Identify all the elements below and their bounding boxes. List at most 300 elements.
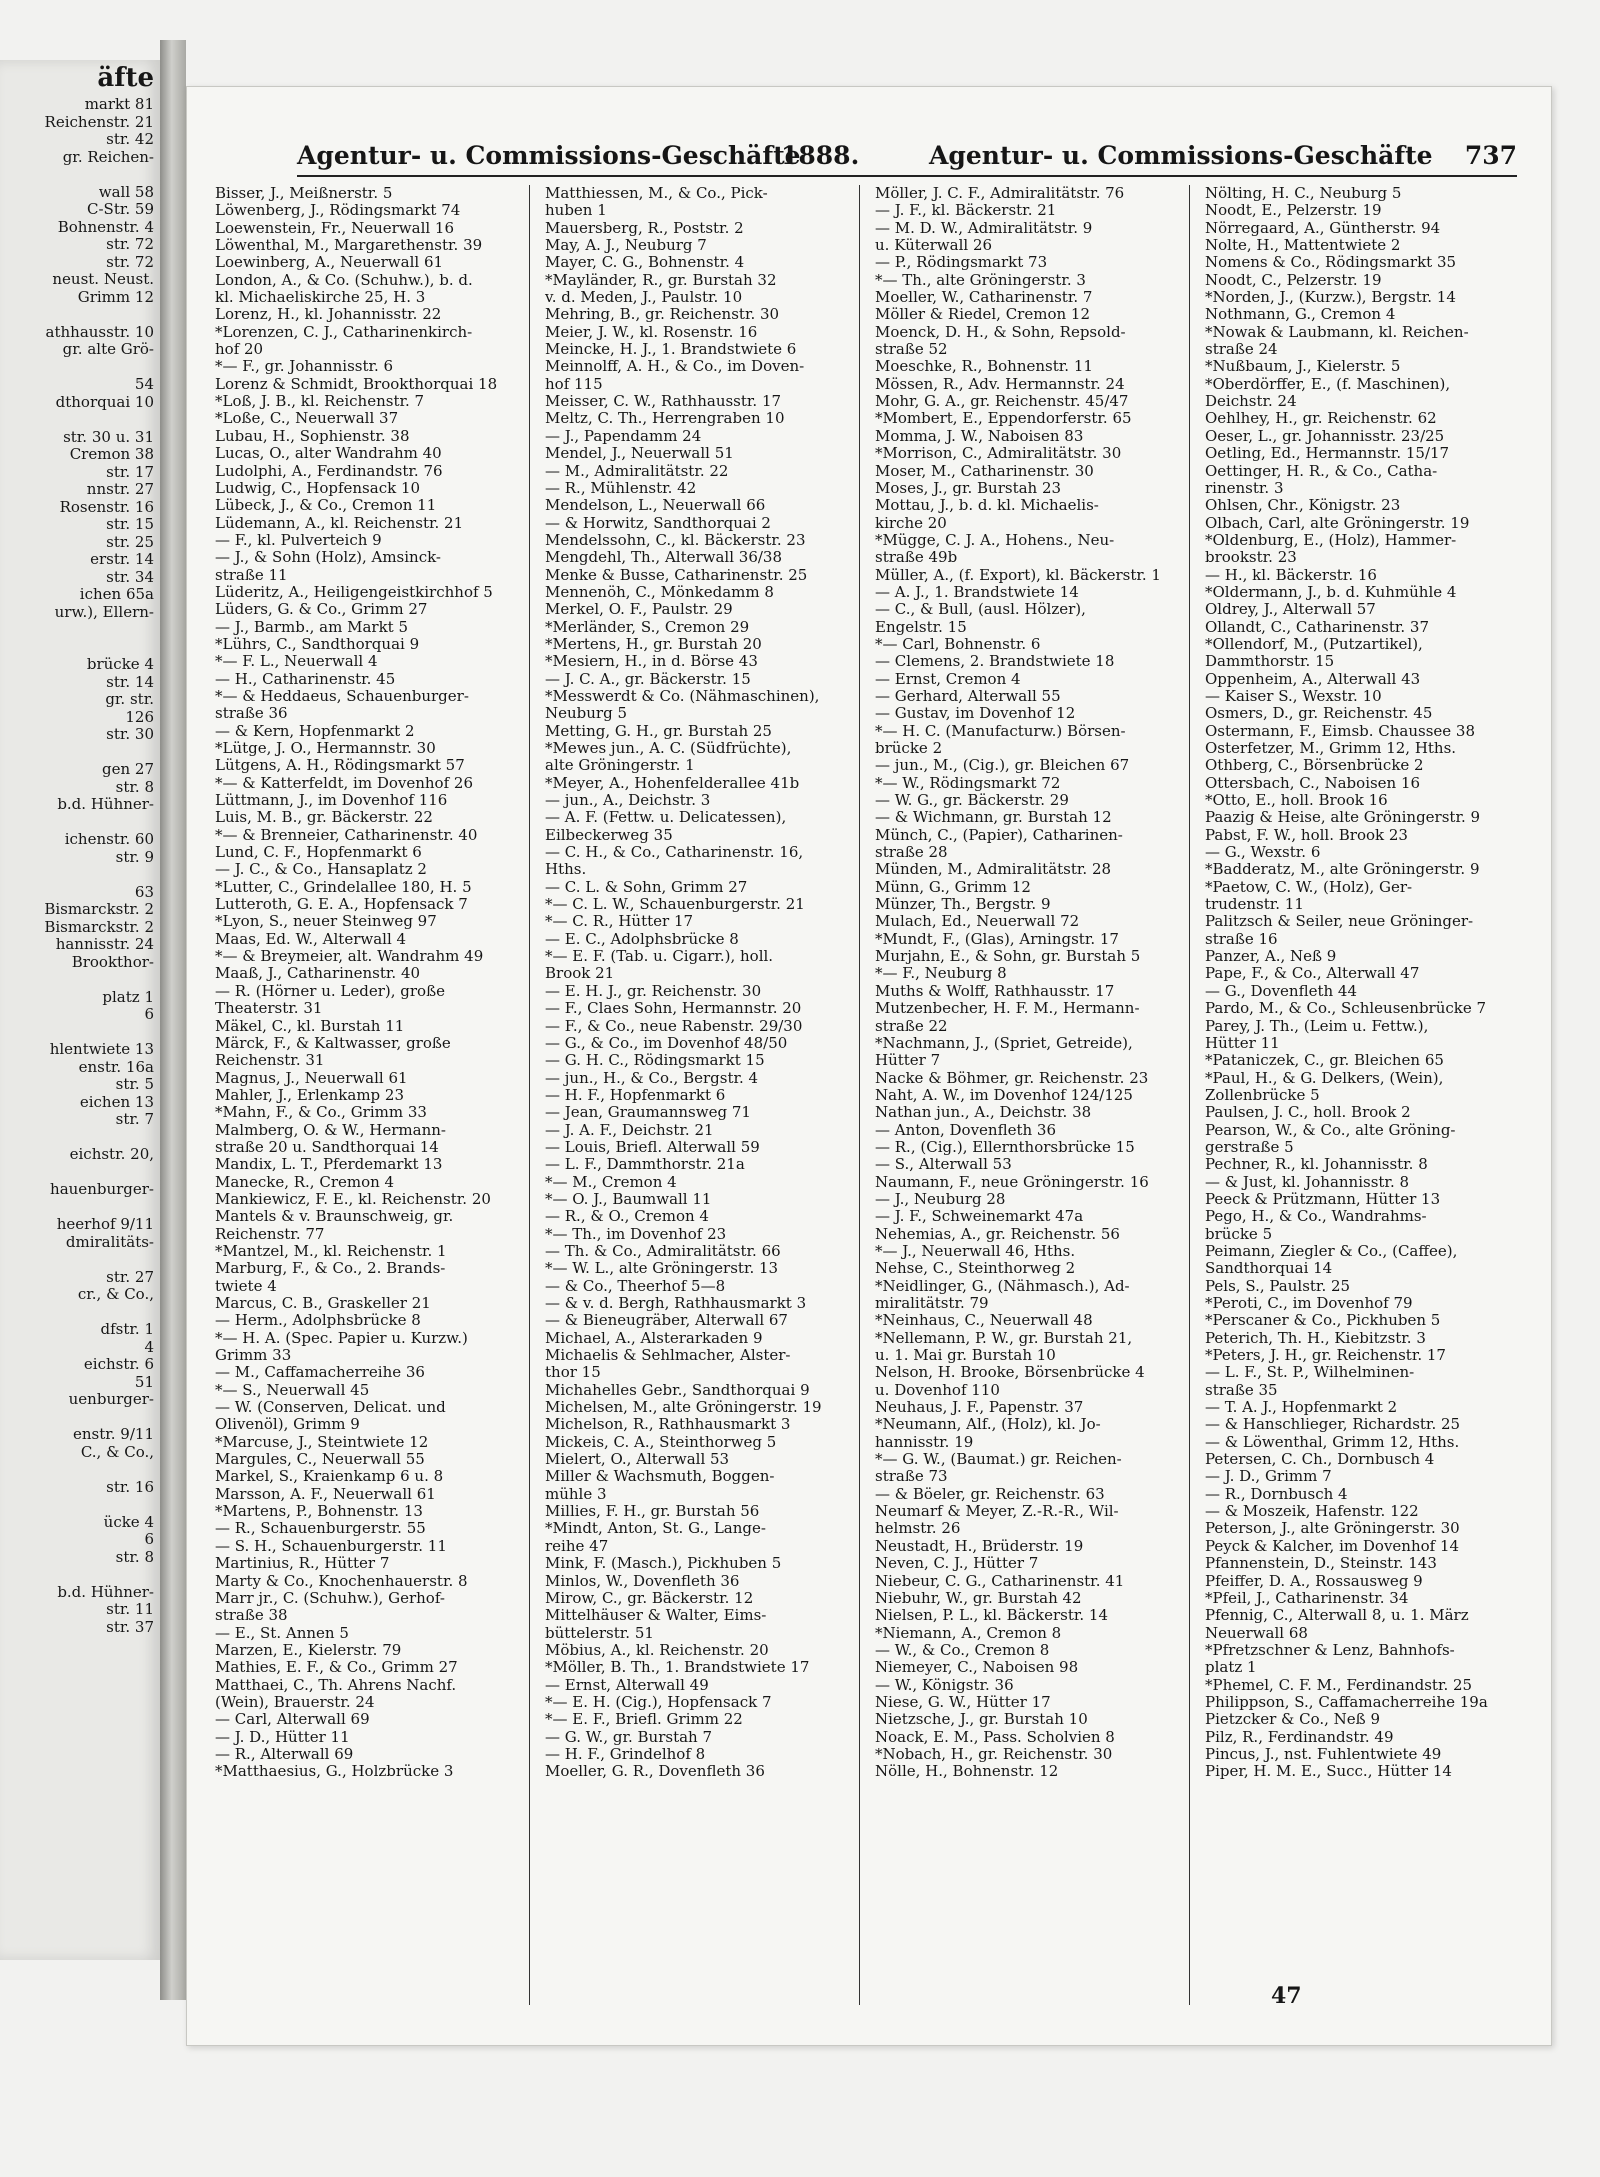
directory-entry-line: Moeller, W., Catharinenstr. 7 [875, 289, 1093, 307]
directory-entry-line: miralitätstr. 79 [875, 1295, 989, 1312]
directory-entry-line: *— E. F. (Tab. u. Cigarr.), holl. [545, 948, 774, 966]
directory-entry-line: Moeschke, R., Bohnenstr. 11 [875, 358, 1093, 376]
directory-entry-line: straße 20 u. Sandthorquai 14 [215, 1138, 439, 1156]
directory-entry-line: kl. Michaeliskirche 25, H. 3 [215, 289, 426, 307]
left-page-title: äfte [97, 63, 154, 93]
left-page-line: str. 5 [115, 1075, 154, 1093]
directory-entry-line: Lorenz & Schmidt, Brookthorquai 18 [215, 375, 498, 393]
directory-entry-line: straße 22 [875, 1017, 948, 1035]
directory-entry-line: *— & Heddaeus, Schauenburger- [215, 687, 469, 705]
left-page-line [0, 166, 160, 184]
directory-entry-line: — E., St. Annen 5 [215, 1624, 349, 1642]
directory-entry-line: alte Gröningerstr. 1 [545, 757, 695, 775]
directory-entry-line: Hütter 11 [1205, 1034, 1280, 1052]
directory-entry-line: Oldrey, J., Alterwall 57 [1205, 601, 1376, 619]
directory-entry-line: *Marcuse, J., Steintwiete 12 [215, 1433, 429, 1451]
directory-entry-line: *Pataniczek, C., gr. Bleichen 65 [1205, 1052, 1444, 1070]
left-page-line: Grimm 12 [77, 287, 154, 306]
directory-entry-line: Nehemias, A., gr. Reichenstr. 56 [875, 1225, 1120, 1243]
directory-entry-line: Lübeck, J., & Co., Cremon 11 [215, 497, 437, 515]
left-page-line [0, 639, 160, 657]
left-page-line: athhausstr. 10 [45, 322, 154, 341]
directory-entry-line: — J. F., Schweinemarkt 47a [875, 1208, 1084, 1226]
directory-entry-line: — jun., A., Deichstr. 3 [545, 792, 711, 810]
directory-entry-line: — J., Barmb., am Markt 5 [215, 618, 409, 636]
directory-entry-line: Michael, A., Alsterarkaden 9 [545, 1329, 763, 1347]
directory-entry-line: Pfannenstein, D., Steinstr. 143 [1205, 1555, 1437, 1573]
left-page-line: erstr. 14 [90, 550, 154, 568]
directory-entry-line: Meincke, H. J., 1. Brandstwiete 6 [545, 341, 797, 359]
directory-entry-line: Mantels & v. Braunschweig, gr. [215, 1208, 454, 1226]
directory-entry-line: Theaterstr. 31 [215, 1000, 323, 1018]
directory-entry-line: Mössen, R., Adv. Hermannstr. 24 [875, 375, 1125, 393]
left-page-line: ichen 65a [79, 585, 154, 603]
directory-entry-line: Merkel, O. F., Paulstr. 29 [545, 601, 733, 619]
left-page-line: str. 7 [115, 1110, 154, 1128]
directory-entry-line: Mink, F. (Masch.), Pickhuben 5 [545, 1555, 782, 1573]
directory-entry-line: Mandix, L. T., Pferdemarkt 13 [215, 1156, 443, 1174]
directory-entry-line: *Mantzel, M., kl. Reichenstr. 1 [215, 1242, 447, 1260]
directory-entry-line: *Merländer, S., Cremon 29 [545, 618, 750, 636]
directory-entry-line: — & Co., Theerhof 5—8 [545, 1277, 726, 1295]
directory-entry-line: Lund, C. F., Hopfenmarkt 6 [215, 844, 422, 862]
left-page-line: ichenstr. 60 [64, 830, 154, 848]
directory-entry-line: Michahelles Gebr., Sandthorquai 9 [545, 1381, 810, 1399]
listing-column-1 [211, 185, 530, 2005]
directory-entry-line: — S., Alterwall 53 [875, 1156, 1012, 1174]
directory-entry-line: — & Moszeik, Hafenstr. 122 [1205, 1503, 1419, 1521]
directory-entry-line: Lutteroth, G. E. A., Hopfensack 7 [215, 896, 468, 914]
directory-entry-line: mühle 3 [545, 1485, 607, 1503]
directory-entry-line: Marcus, C. B., Graskeller 21 [215, 1295, 431, 1312]
directory-entry-line: Moser, M., Catharinenstr. 30 [875, 462, 1094, 480]
directory-entry-line: Lüderitz, A., Heiligengeistkirchhof 5 [215, 583, 493, 601]
directory-entry-line: — F., & Co., neue Rabenstr. 29/30 [545, 1017, 803, 1035]
directory-entry-line: Pego, H., & Co., Wandrahms- [1205, 1208, 1427, 1226]
directory-entry-line: *Lyon, S., neuer Steinweg 97 [215, 913, 437, 931]
directory-entry-line: Ludolphi, A., Ferdinandstr. 76 [215, 462, 443, 480]
directory-entry-line: *Meyer, A., Hohenfelderallee 41b [545, 774, 800, 792]
directory-entry-line: Möller, J. C. F., Admiralitätstr. 76 [875, 185, 1125, 202]
left-page-line: C., & Co., [80, 1442, 154, 1461]
directory-entry-line: Lütgens, A. H., Rödingsmarkt 57 [215, 757, 465, 775]
header-left-title: Agentur- u. Commissions-Geschäfte [297, 141, 801, 170]
left-page-line: hauenburger- [50, 1180, 154, 1198]
directory-entry-line: *Mombert, E., Eppendorferstr. 65 [875, 410, 1132, 428]
directory-entry-line: thor 15 [545, 1364, 601, 1382]
directory-entry-line: Pilz, R., Ferdinandstr. 49 [1205, 1728, 1394, 1746]
left-page-line: str. 8 [115, 1547, 154, 1566]
left-page-line: str. 17 [106, 462, 154, 481]
directory-entry-line: *— Carl, Bohnenstr. 6 [875, 635, 1041, 653]
directory-entry-line: *Oldenburg, E., (Holz), Hammer- [1205, 531, 1457, 549]
directory-entry-line: — J. C., & Co., Hansaplatz 2 [215, 861, 427, 879]
directory-entry-line: Niebeur, C. G., Catharinenstr. 41 [875, 1572, 1125, 1590]
left-page-line [0, 621, 160, 639]
directory-entry-line: Lüttmann, J., im Dovenhof 116 [215, 792, 448, 810]
directory-entry-line: Mulach, Ed., Neuerwall 72 [875, 913, 1080, 931]
directory-entry-line: *Peters, J. H., gr. Reichenstr. 17 [1205, 1347, 1446, 1365]
directory-entry-line: Murjahn, E., & Sohn, gr. Burstah 5 [875, 948, 1141, 966]
directory-entry-line: Oeser, L., gr. Johannisstr. 23/25 [1205, 427, 1445, 445]
directory-entry-line: Mankiewicz, F. E., kl. Reichenstr. 20 [215, 1190, 491, 1208]
directory-entry-line: Nomens & Co., Rödingsmarkt 35 [1205, 254, 1457, 272]
directory-entry-line: — F., kl. Pulverteich 9 [215, 531, 382, 549]
left-page-line [0, 306, 160, 324]
directory-entry-line: — W., & Co., Cremon 8 [875, 1641, 1050, 1659]
directory-entry-line: — & Kern, Hopfenmarkt 2 [215, 722, 415, 740]
directory-entry-line: u. Küterwall 26 [875, 237, 993, 255]
directory-entry-line: *— G. W., (Baumat.) gr. Reichen- [875, 1451, 1122, 1469]
directory-entry-line: *Ollendorf, M., (Putzartikel), [1205, 635, 1423, 653]
directory-entry-line: — Jean, Graumannsweg 71 [545, 1104, 751, 1122]
directory-entry-line: Oppenheim, A., Alterwall 43 [1205, 670, 1421, 688]
directory-entry-line: Petersen, C. Ch., Dornbusch 4 [1205, 1451, 1435, 1469]
directory-entry-line: Münn, G., Grimm 12 [875, 878, 1031, 896]
directory-entry-line: — R., Schauenburgerstr. 55 [215, 1520, 426, 1538]
directory-entry-line: Marzen, E., Kielerstr. 79 [215, 1641, 402, 1659]
directory-entry-line: — W. G., gr. Bäckerstr. 29 [875, 792, 1069, 810]
directory-entry-line: Markel, S., Kraienkamp 6 u. 8 [215, 1468, 444, 1486]
directory-entry-line: Miller & Wachsmuth, Boggen- [545, 1468, 775, 1486]
left-page-line: urw.), Ellern- [54, 602, 154, 621]
directory-entry-line: Neven, C. J., Hütter 7 [875, 1555, 1039, 1573]
left-page-line: dfstr. 1 [100, 1320, 154, 1338]
left-page-line [0, 866, 160, 884]
directory-entry-line: Noodt, C., Pelzerstr. 19 [1205, 271, 1382, 289]
directory-entry-line: Peterson, J., alte Gröningerstr. 30 [1205, 1520, 1460, 1538]
directory-entry-line: Möller & Riedel, Cremon 12 [875, 306, 1090, 324]
directory-entry-line: *Oldermann, J., b. d. Kuhmühle 4 [1205, 583, 1457, 601]
directory-entry-line: Maas, Ed. W., Alterwall 4 [215, 930, 407, 948]
left-page-line: str. 16 [106, 1477, 154, 1496]
directory-entry-line: *— F. L., Neuerwall 4 [215, 653, 378, 671]
left-page-line: str. 30 u. 31 [63, 427, 154, 446]
directory-entry-line: Mehring, B., gr. Reichenstr. 30 [545, 306, 780, 324]
directory-entry-line: Pardo, M., & Co., Schleusenbrücke 7 [1205, 1000, 1487, 1018]
left-page-line: dthorquai 10 [55, 392, 154, 411]
directory-entry-line: *Mundt, F., (Glas), Arningstr. 17 [875, 930, 1119, 948]
directory-entry-line: Osterfetzer, M., Grimm 12, Hths. [1205, 740, 1457, 757]
directory-entry-line: Nörregaard, A., Güntherstr. 94 [1205, 219, 1441, 237]
directory-entry-line: *Peroti, C., im Dovenhof 79 [1205, 1295, 1413, 1312]
directory-entry-line: Ohlsen, Chr., Königstr. 23 [1205, 497, 1401, 515]
directory-entry-line: Zollenbrücke 5 [1205, 1086, 1320, 1104]
directory-entry-line: *— Th., alte Gröningerstr. 3 [875, 271, 1086, 289]
directory-entry-line: Neuerwall 68 [1205, 1624, 1308, 1642]
left-page-line: 54 [134, 375, 154, 393]
left-page-line [0, 1566, 160, 1584]
directory-entry-line: — M. D. W., Admiralitätstr. 9 [875, 219, 1093, 237]
directory-entry-line: *Mewes jun., A. C. (Südfrüchte), [545, 740, 792, 757]
left-page-line: enstr. 9/11 [72, 1425, 154, 1443]
left-page-line: cr., & Co., [77, 1285, 154, 1303]
directory-entry-line: Peterich, Th. H., Kiebitzstr. 3 [1205, 1329, 1426, 1347]
directory-entry-line: straße 28 [875, 844, 948, 862]
directory-entry-line: — G. W., gr. Burstah 7 [545, 1728, 713, 1746]
directory-entry-line: Pechner, R., kl. Johannisstr. 8 [1205, 1156, 1428, 1174]
directory-entry-line: Loewenstein, Fr., Neuerwall 16 [215, 219, 455, 237]
directory-entry-line: *— & Brenneier, Catharinenstr. 40 [215, 826, 478, 844]
left-page-line: markt 81 [84, 95, 154, 113]
directory-entry-line: — J. C. A., gr. Bäckerstr. 15 [545, 670, 751, 688]
directory-entry-line: Pietzcker & Co., Neß 9 [1205, 1711, 1381, 1729]
directory-entry-line: Peeck & Prützmann, Hütter 13 [1205, 1190, 1441, 1208]
directory-entry-line: v. d. Meden, J., Paulstr. 10 [545, 289, 743, 307]
directory-entry-line: Margules, C., Neuerwall 55 [215, 1451, 425, 1469]
directory-entry-line: — H. F., Grindelhof 8 [545, 1745, 706, 1763]
directory-entry-line: — & Hanschlieger, Richardstr. 25 [1205, 1416, 1461, 1434]
directory-entry-line: *Nowak & Laubmann, kl. Reichen- [1205, 323, 1469, 341]
left-page-line: b.d. Hühner- [57, 795, 154, 813]
directory-entry-line: *— W. L., alte Gröningerstr. 13 [545, 1260, 779, 1278]
directory-entry-line: Osmers, D., gr. Reichenstr. 45 [1205, 705, 1433, 723]
directory-entry-line: *Lorenzen, C. J., Catharinenkirch- [215, 323, 473, 341]
left-page-line: str. 42 [106, 130, 154, 148]
directory-entry-line: straße 16 [1205, 930, 1278, 948]
directory-entry-line: Olbach, Carl, alte Gröningerstr. 19 [1205, 514, 1470, 532]
directory-entry-line: *— E. H. (Cig.), Hopfensack 7 [545, 1693, 772, 1711]
directory-entry-line: Michelsen, M., alte Gröningerstr. 19 [545, 1399, 822, 1417]
directory-entry-line: brücke 2 [875, 740, 943, 757]
directory-entry-line: — R., Mühlenstr. 42 [545, 479, 697, 497]
directory-entry-line: Michelson, R., Rathhausmarkt 3 [545, 1416, 791, 1434]
directory-entry-line: Mielert, O., Alterwall 53 [545, 1451, 730, 1469]
directory-entry-line: Marty & Co., Knochenhauerstr. 8 [215, 1572, 468, 1590]
directory-entry-line: Oehlhey, H., gr. Reichenstr. 62 [1205, 410, 1437, 428]
directory-entry-line: Marr jr., C. (Schuhw.), Gerhof- [215, 1589, 445, 1607]
left-page-line: hlentwiete 13 [49, 1040, 154, 1058]
listing-column-3 [871, 185, 1190, 2005]
left-page-line: 51 [134, 1372, 154, 1391]
directory-entry-line: Deichstr. 24 [1205, 393, 1297, 411]
directory-entry-line: Ostermann, F., Eimsb. Chaussee 38 [1205, 722, 1476, 740]
directory-entry-line: Mittelhäuser & Walter, Eims- [545, 1607, 767, 1625]
directory-entry-line: — T. A. J., Hopfenmarkt 2 [1205, 1399, 1398, 1417]
directory-entry-line: — R., Dornbusch 4 [1205, 1485, 1348, 1503]
directory-entry-line: *Möller, B. Th., 1. Brandstwiete 17 [545, 1659, 810, 1677]
directory-entry-line: Martinius, R., Hütter 7 [215, 1555, 390, 1573]
directory-entry-line: Ollandt, C., Catharinenstr. 37 [1205, 618, 1429, 636]
left-page-line: brücke 4 [86, 655, 154, 673]
directory-entry-line: Pearson, W., & Co., alte Gröning- [1205, 1121, 1456, 1139]
directory-entry-line: twiete 4 [215, 1277, 277, 1295]
directory-entry-line: Nölle, H., Bohnenstr. 12 [875, 1763, 1059, 1781]
directory-entry-line: — J., Papendamm 24 [545, 427, 702, 445]
directory-entry-line: — & Böeler, gr. Reichenstr. 63 [875, 1485, 1105, 1503]
directory-entry-line: hof 20 [215, 341, 264, 359]
directory-entry-line: — J., Neuburg 28 [875, 1190, 1006, 1208]
directory-entry-line: — Gerhard, Alterwall 55 [875, 687, 1061, 705]
directory-entry-line: — J. D., Grimm 7 [1205, 1468, 1332, 1486]
directory-entry-line: platz 1 [1205, 1659, 1257, 1677]
directory-entry-line: — R., Alterwall 69 [215, 1745, 354, 1763]
left-page-line: str. 15 [106, 515, 154, 533]
directory-entry-line: Pels, S., Paulstr. 25 [1205, 1277, 1351, 1295]
directory-entry-line: Meier, J. W., kl. Rosenstr. 16 [545, 323, 758, 341]
left-page-line [0, 1461, 160, 1479]
left-page-line: str. 25 [106, 532, 154, 551]
directory-entry-line: Matthiessen, M., & Co., Pick- [545, 185, 768, 202]
directory-entry-line: — Ernst, Cremon 4 [875, 670, 1021, 688]
directory-entry-line: *Norden, J., (Kurzw.), Bergstr. 14 [1205, 289, 1456, 307]
directory-entry-line: Neumarf & Meyer, Z.-R.-R., Wil- [875, 1503, 1119, 1521]
left-page-line: Rosenstr. 16 [59, 497, 154, 516]
directory-entry-line: — S. H., Schauenburgerstr. 11 [215, 1537, 447, 1555]
directory-entry-line: *Niemann, A., Cremon 8 [875, 1624, 1062, 1642]
directory-entry-line: *Morrison, C., Admiralitätstr. 30 [875, 445, 1122, 463]
directory-entry-line: — G., Dovenfleth 44 [1205, 982, 1358, 1000]
directory-entry-line: Mayer, C. G., Bohnenstr. 4 [545, 254, 745, 272]
directory-entry-line: Meisser, C. W., Rathhausstr. 17 [545, 393, 782, 411]
directory-entry-line: *Mahn, F., & Co., Grimm 33 [215, 1104, 427, 1122]
directory-entry-line: — A. F. (Fettw. u. Delicatessen), [545, 809, 787, 827]
directory-entry-line: Mäkel, C., kl. Burstah 11 [215, 1017, 405, 1035]
directory-entry-line: Mendelson, L., Neuerwall 66 [545, 497, 766, 515]
directory-entry-line: Pincus, J., nst. Fuhlentwiete 49 [1205, 1745, 1442, 1763]
left-page-line [0, 1164, 160, 1182]
directory-entry-line: Dammthorstr. 15 [1205, 653, 1335, 671]
directory-entry-line: Naumann, F., neue Gröningerstr. 16 [875, 1173, 1149, 1191]
directory-entry-line: Mengdehl, Th., Alterwall 36/38 [545, 549, 783, 567]
directory-entry-line: Neuburg 5 [545, 705, 628, 723]
directory-entry-line: — C. L. & Sohn, Grimm 27 [545, 878, 748, 896]
directory-entry-line: — J. F., kl. Bäckerstr. 21 [875, 202, 1057, 220]
directory-entry-line: Philippson, S., Caffamacherreihe 19a [1205, 1693, 1488, 1711]
left-page-line: Bismarckstr. 2 [44, 917, 154, 936]
directory-entry-line: straße 35 [1205, 1381, 1278, 1399]
left-page-line: str. 27 [106, 1267, 154, 1286]
book-spine [160, 40, 186, 2000]
directory-entry-line: Meinnolff, A. H., & Co., im Doven- [545, 358, 805, 376]
directory-entry-line: *— S., Neuerwall 45 [215, 1381, 370, 1399]
directory-entry-line: Niemeyer, C., Naboisen 98 [875, 1659, 1079, 1677]
directory-entry-line: — R. (Hörner u. Leder), große [215, 982, 445, 1000]
directory-entry-line: Mahler, J., Erlenkamp 23 [215, 1086, 405, 1104]
left-page-line: ücke 4 [103, 1512, 154, 1531]
directory-entry-line: Neustadt, H., Brüderstr. 19 [875, 1537, 1084, 1555]
directory-entry-line: Matthaei, C., Th. Ahrens Nachf. [215, 1676, 457, 1694]
directory-entry-line: — Ernst, Alterwall 49 [545, 1676, 709, 1694]
left-page-line: uenburger- [68, 1390, 154, 1408]
directory-entry-line: *Neumann, Alf., (Holz), kl. Jo- [875, 1416, 1101, 1434]
listing-column-2 [541, 185, 860, 2005]
left-page-line: 126 [125, 707, 154, 726]
directory-entry-line: — L. F., Dammthorstr. 21a [545, 1156, 745, 1174]
directory-entry-line: Niese, G. W., Hütter 17 [875, 1693, 1051, 1711]
directory-entry-line: — & Wichmann, gr. Burstah 12 [875, 809, 1112, 827]
directory-entry-line: Löwenthal, M., Margarethenstr. 39 [215, 237, 483, 255]
directory-entry-line: Münden, M., Admiralitätstr. 28 [875, 861, 1112, 879]
directory-entry-line: Palitzsch & Seiler, neue Gröninger- [1205, 913, 1474, 931]
directory-entry-line: Marburg, F., & Co., 2. Brands- [215, 1260, 446, 1278]
directory-entry-line: — R., & O., Cremon 4 [545, 1208, 709, 1226]
directory-entry-line: Müller, A., (f. Export), kl. Bäckerstr. 1 [875, 566, 1161, 584]
directory-entry-line: brücke 5 [1205, 1225, 1273, 1243]
left-page-line: hannisstr. 24 [55, 935, 154, 953]
directory-entry-line: Nielsen, P. L., kl. Bäckerstr. 14 [875, 1607, 1109, 1625]
left-page-line [0, 1129, 160, 1147]
directory-entry-line: gerstraße 5 [1205, 1138, 1294, 1156]
directory-entry-line: Mottau, J., b. d. kl. Michaelis- [875, 497, 1099, 515]
directory-entry-line: — H., Catharinenstr. 45 [215, 670, 396, 688]
left-page-line: nnstr. 27 [86, 480, 154, 498]
left-page-line: gen 27 [102, 760, 154, 778]
directory-entry-line: Moeller, G. R., Dovenfleth 36 [545, 1763, 765, 1781]
directory-entry-line: *Nellemann, P. W., gr. Burstah 21, [875, 1329, 1133, 1347]
directory-entry-line: Pape, F., & Co., Alterwall 47 [1205, 965, 1420, 983]
directory-entry-line: Löwenberg, J., Rödingsmarkt 74 [215, 202, 461, 220]
directory-entry-line: *Mayländer, R., gr. Burstah 32 [545, 271, 777, 289]
directory-entry-line: *Lutter, C., Grindelallee 180, H. 5 [215, 878, 472, 896]
directory-entry-line: — H. F., Hopfenmarkt 6 [545, 1086, 726, 1104]
directory-entry-line: straße 52 [875, 341, 948, 359]
left-page-line: Cremon 38 [69, 445, 154, 463]
directory-entry-line: Millies, F. H., gr. Burstah 56 [545, 1503, 760, 1521]
directory-entry-line: Hütter 7 [875, 1052, 941, 1070]
left-page-line: 63 [134, 882, 154, 901]
left-page-fragment [0, 60, 162, 1960]
directory-entry-line: — Louis, Briefl. Alterwall 59 [545, 1138, 760, 1156]
directory-entry-line: — G., Wexstr. 6 [1205, 844, 1321, 862]
directory-entry-line: Pfeiffer, D. A., Rossausweg 9 [1205, 1572, 1423, 1590]
directory-entry-line: — M., Caffamacherreihe 36 [215, 1364, 425, 1382]
directory-entry-line: *— & Katterfeldt, im Dovenhof 26 [215, 774, 473, 792]
left-page-line [0, 814, 160, 832]
directory-entry-line: Meltz, C. Th., Herrengraben 10 [545, 410, 785, 428]
directory-entry-line: Mendel, J., Neuerwall 51 [545, 445, 734, 463]
directory-entry-line: Nacke & Böhmer, gr. Reichenstr. 23 [875, 1069, 1149, 1087]
directory-entry-line: *Lütge, J. O., Hermannstr. 30 [215, 740, 436, 757]
directory-entry-line: Peyck & Kalcher, im Dovenhof 14 [1205, 1537, 1460, 1555]
directory-entry-line: Nölting, H. C., Neuburg 5 [1205, 185, 1402, 202]
directory-entry-line: Mickeis, C. A., Steinthorweg 5 [545, 1433, 777, 1451]
directory-entry-line: *Paul, H., & G. Delkers, (Wein), [1205, 1069, 1444, 1087]
page-mark: 47 [1271, 1983, 1302, 2009]
directory-entry-line: Oettinger, H. R., & Co., Catha- [1205, 462, 1438, 480]
directory-entry-line: *Neinhaus, C., Neuerwall 48 [875, 1312, 1093, 1330]
left-page-line [0, 1024, 160, 1042]
directory-entry-line: Mendelssohn, C., kl. Bäckerstr. 23 [545, 531, 806, 549]
directory-entry-line: Ottersbach, C., Naboisen 16 [1205, 774, 1421, 792]
directory-entry-line: *— J., Neuerwall 46, Hths. [875, 1242, 1076, 1260]
directory-entry-line: *Matthaesius, G., Holzbrücke 3 [215, 1763, 454, 1781]
directory-entry-line: Brook 21 [545, 965, 615, 983]
directory-entry-line: — & Löwenthal, Grimm 12, Hths. [1205, 1433, 1460, 1451]
directory-entry-line: huben 1 [545, 202, 607, 220]
left-page-line [0, 1409, 160, 1427]
directory-entry-line: — Kaiser S., Wexstr. 10 [1205, 687, 1382, 705]
directory-entry-line: — Anton, Dovenfleth 36 [875, 1121, 1057, 1139]
directory-entry-line: straße 24 [1205, 341, 1278, 359]
directory-entry-line: *— W., Rödingsmarkt 72 [875, 774, 1061, 792]
left-page-line: 6 [144, 1530, 154, 1548]
directory-entry-line: Mirow, C., gr. Bäckerstr. 12 [545, 1589, 754, 1607]
directory-entry-line: Möbius, A., kl. Reichenstr. 20 [545, 1641, 769, 1659]
directory-page [186, 86, 1552, 2046]
directory-entry-line: Moses, J., gr. Burstah 23 [875, 479, 1062, 497]
directory-entry-line: *— C. L. W., Schauenburgerstr. 21 [545, 896, 805, 914]
left-page-line: Bohnenstr. 4 [57, 217, 154, 236]
left-page-line [0, 1199, 160, 1217]
directory-entry-line: Paulsen, J. C., holl. Brook 2 [1205, 1104, 1411, 1122]
directory-entry-line: Nietzsche, J., gr. Burstah 10 [875, 1711, 1088, 1729]
left-page-line [0, 1496, 160, 1514]
directory-entry-line: *Messwerdt & Co. (Nähmaschinen), [545, 687, 820, 705]
directory-entry-line: straße 73 [875, 1468, 948, 1486]
left-page-line: eichstr. 20, [69, 1145, 154, 1163]
directory-entry-line: straße 49b [875, 549, 958, 567]
